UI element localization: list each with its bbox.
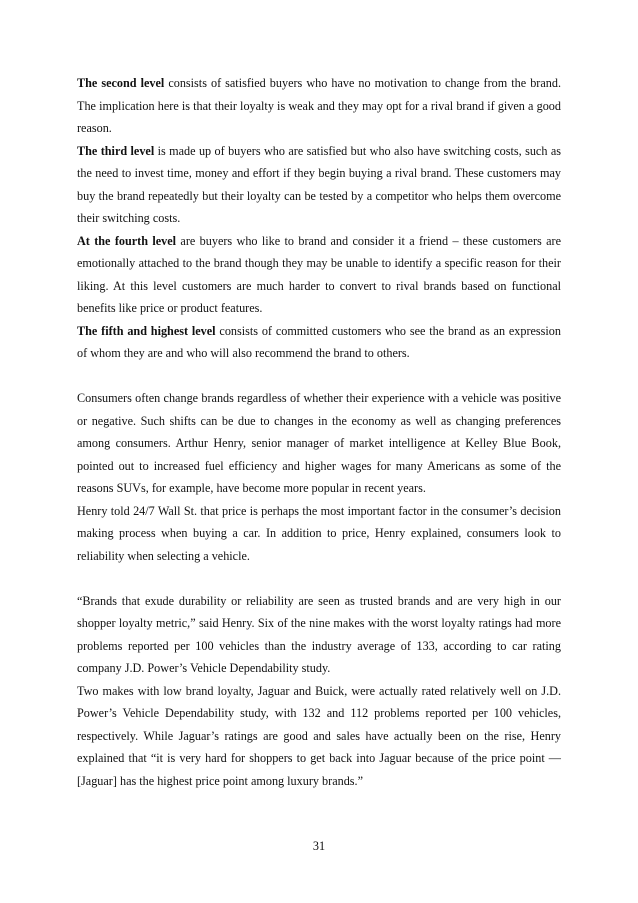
paragraph-lead: The second level: [77, 76, 165, 90]
paragraph-brand-changes: [77, 387, 561, 500]
paragraph-text: “Brands that exude durability or reliability are seen as trusted brands and are very high in our shopper loyalty metric,” said Henry. Six of the nine makes with the worst loyalty ratings had more problems reported per 100 vehicles than the industry average of 133, according to car rating company J.D. Power’s Vehicle Dependability study.: [77, 593, 561, 675]
paragraph-text: consists of committed customers who see the brand as an expression of whom they are and who will also recommend the brand to others.: [77, 323, 561, 360]
paragraph-lead: The fifth and highest level: [77, 323, 216, 338]
paragraph-gap: [77, 365, 561, 388]
page-number: 31: [312, 839, 326, 853]
paragraph-lead: At the fourth level: [77, 233, 177, 248]
paragraph-second-level: [77, 72, 561, 140]
paragraph-text: Henry told 24/7 Wall St. that price is perhaps the most important factor in the consumer’s decision making process when buying a car. In addition to price, Henry explained, consumers look to reliability when selecting a vehicle.: [77, 503, 561, 563]
paragraph-fourth-level: [77, 230, 561, 320]
paragraph-third-level: [77, 140, 561, 230]
paragraph-text: Two makes with low brand loyalty, Jaguar and Buick, were actually rated relatively well on J.D. Power’s Vehicle Dependability study, with 132 and 112 problems reported per 100 vehicles, respectively. While Jaguar’s ratings are good and sales have actually been on the rise, Henry explained that “it is very hard for shoppers to get back into Jaguar because of the price point — [Jaguar] has the highest price point among luxury brands.”: [77, 683, 561, 788]
paragraph-text: consists of satisfied buyers who have no motivation to change from the brand. The implication here is that their loyalty is weak and they may opt for a rival brand if given a good reason.: [77, 76, 561, 135]
paragraph-fifth-level: [77, 320, 561, 365]
paragraph-text: Consumers often change brands regardless of whether their experience with a vehicle was positive or negative. Such shifts can be due to changes in the economy as well as changing preferences among consumers. Arthur Henry, senior manager of market intelligence at Kelley Blue Book, pointed out to increased fuel efficiency and higher wages for many Americans as some of the reasons SUVs, for example, have become more popular in recent years.: [77, 391, 561, 495]
paragraph-text: are buyers who like to brand and consider it a friend – these customers are emotionally attached to the brand though they may be unable to identify a specific reason for their liking. At this level customers are much harder to convert to rival brands based on functional benefits like price or product features.: [77, 233, 561, 315]
paragraph-jaguar-buick: [77, 680, 561, 793]
body-text: [77, 72, 561, 792]
paragraph-price-factor: [77, 500, 561, 568]
paragraph-reliability-quote: [77, 590, 561, 680]
paragraph-text: is made up of buyers who are satisfied but who also have switching costs, such as the need to invest time, money and effort if they begin buying a rival brand. These customers may buy the brand repeatedly but their loyalty can be tested by a competitor who helps them overcome their switching costs.: [77, 143, 561, 225]
paragraph-gap: [77, 567, 561, 590]
paragraph-lead: The third level: [77, 143, 155, 158]
